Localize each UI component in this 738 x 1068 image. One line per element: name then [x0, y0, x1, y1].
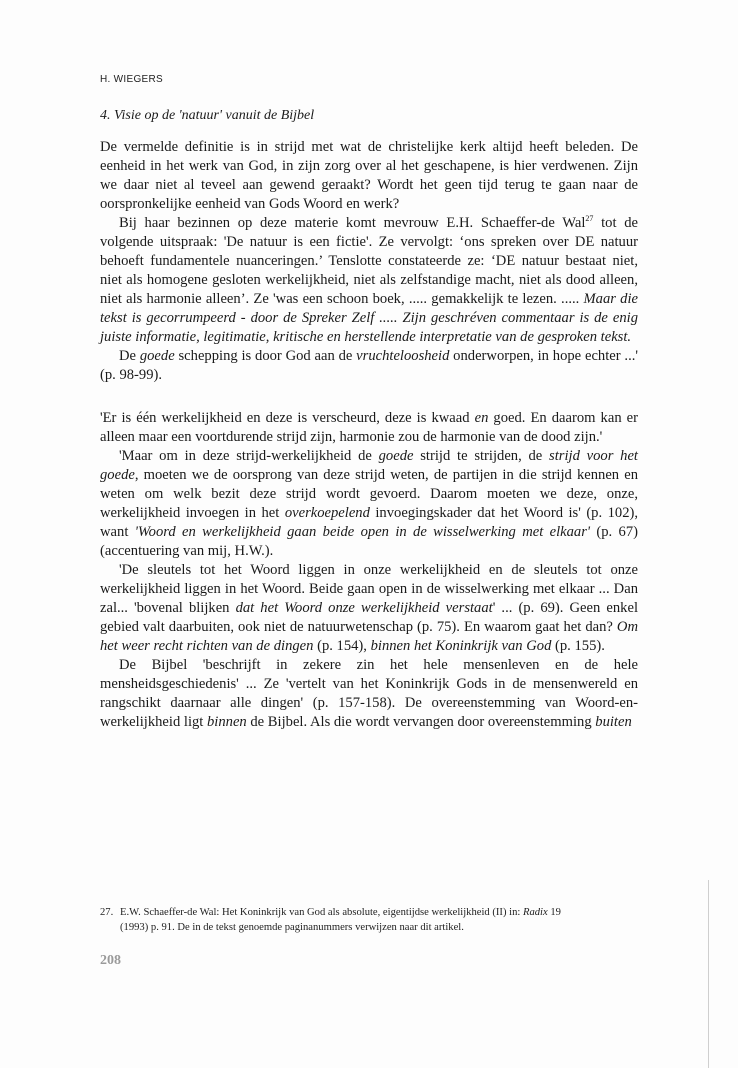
- text-run: 'Er is één werkelijkheid en deze is verscheurd, deze is kwaad: [100, 410, 475, 426]
- paragraph-2: [100, 214, 638, 347]
- text-run: E.W. Schaeffer-de Wal: Het Koninkrijk van God als absolute, eigentijdse werkelijkheid (II) in:: [120, 907, 523, 918]
- text-run: (p. 67) (accentuering van mij, H.W.).: [100, 524, 638, 559]
- paragraph-5: [100, 447, 638, 561]
- emphasis: goede: [139, 348, 175, 364]
- text-run: goed. En daarom kan er alleen maar een voortdurende strijd zijn, harmonie zou de harmonie van de dood zijn.': [100, 410, 639, 445]
- emphasis: en: [474, 410, 489, 426]
- text-run: tot de volgende uitspraak: 'De natuur is een fictie'. Ze vervolgt: ‘ons spreken over DE natuur behoeft fundamentele nuanceringen.’ Tenslotte constateerde ze: ‘DE natuur bestaat niet, niet als homogene gesloten werkelijkheid, niet als zelfstandige macht, niet als dood alleen, niet als harmonie alleen’. Ze 'was een schoon boek, ..... gemakkelijk te lezen. .....: [100, 215, 638, 307]
- text-run: schepping is door God aan de: [174, 348, 357, 364]
- text-run: (p. 155).: [551, 638, 605, 654]
- text-run: De Bijbel 'beschrijft in zekere zin het hele mensenleven en de hele mensheidsgeschiedenis' ... Ze 'vertelt van het Koninkrijk Gods in de mensenwereld en rangschikt daarnaar alle dingen' (p. 157-158). De overeenstemming van Woord-en-werkelijkheid ligt: [100, 657, 638, 730]
- text-run: , moeten we de oorsprong van deze strijd weten, de partijen in die strijd kennen en weten om welk bezit deze strijd wordt gevoerd. Daarom moeten we deze, onze, werkelijkheid invoegen in het: [100, 467, 638, 521]
- footnote-reference: 27: [585, 214, 594, 223]
- emphasis: binnen het Koninkrijk van God: [370, 638, 552, 654]
- running-head: H. WIEGERS: [100, 74, 164, 85]
- emphasis: Om het weer recht richten van de dingen: [100, 619, 638, 654]
- text-run: onderworpen, in hope echter ...' (p. 98-99).: [100, 348, 638, 383]
- emphasis: strijd voor het goede: [100, 448, 638, 483]
- text-run: De: [119, 348, 140, 364]
- scan-edge-line: [708, 880, 709, 1068]
- text-run: (p. 154),: [313, 638, 371, 654]
- emphasis: overkoepelend: [284, 505, 370, 521]
- section-title: 4. Visie op de 'natuur' vanuit de Bijbel: [100, 108, 315, 123]
- footnote-continuation: (1993) p. 91. De in de tekst genoemde paginanummers verwijzen naar dit artikel.: [120, 922, 464, 933]
- paragraph-3: [100, 347, 638, 385]
- paragraph-7: [100, 656, 638, 732]
- emphasis: Radix: [522, 907, 548, 918]
- footnote-number: 27.: [100, 907, 114, 918]
- emphasis: binnen: [207, 714, 247, 730]
- text-run: 'Maar om in deze strijd-werkelijkheid de: [119, 448, 379, 464]
- text-run: de Bijbel. Als die wordt vervangen door overeenstemming: [246, 714, 596, 730]
- text-run: Bij haar bezinnen op deze materie komt mevrouw E.H. Schaeffer-de Wal: [119, 215, 586, 231]
- text-run: invoegingskader dat het Woord is' (p. 102), want: [100, 505, 638, 540]
- paragraph-4: [100, 409, 638, 447]
- emphasis: Maar die tekst is gecorrumpeerd - door de Spreker Zelf ..... Zijn geschréven commentaar is de enig juiste informatie, legitimatie, kritische en herstellende interpretatie van de gesproken tekst.: [100, 291, 638, 345]
- emphasis: goede: [378, 448, 414, 464]
- text-run: strijd te strijden, de: [413, 448, 550, 464]
- emphasis: dat het Woord onze werkelijkheid verstaat: [235, 600, 493, 616]
- paragraph-1: De vermelde definitie is in strijd met wat de christelijke kerk altijd heeft beleden. De eenheid in het werk van God, in zijn zorg over al het geschapene, is hier verdwenen. Zijn we daar niet al teveel aan gewend geraakt? Wordt het geen tijd terug te gaan naar de oorspronkelijke eenheid van Gods Woord en werk?: [100, 139, 638, 212]
- emphasis: 'Woord en werkelijkheid gaan beide open in de wisselwerking met elkaar': [134, 524, 591, 540]
- text-run: 19: [547, 907, 561, 918]
- text-run: ' ... (p. 69). Geen enkel gebied valt daarbuiten, ook niet de natuurwetenschap (p. 75). En waarom gaat het dan?: [100, 600, 638, 635]
- page-number: 208: [100, 953, 121, 968]
- footnote-27: [100, 905, 638, 935]
- paragraph-6: [100, 561, 638, 656]
- emphasis: buiten: [595, 714, 632, 730]
- text-run: 'De sleutels tot het Woord liggen in onze werkelijkheid en de sleutels tot onze werkelijkheid liggen in het Woord. Beide gaan open in de wisselwerking met elkaar ... Dan zal... 'bovenal blijken: [100, 562, 638, 616]
- body-text: [100, 138, 638, 732]
- emphasis: vruchteloosheid: [356, 348, 450, 364]
